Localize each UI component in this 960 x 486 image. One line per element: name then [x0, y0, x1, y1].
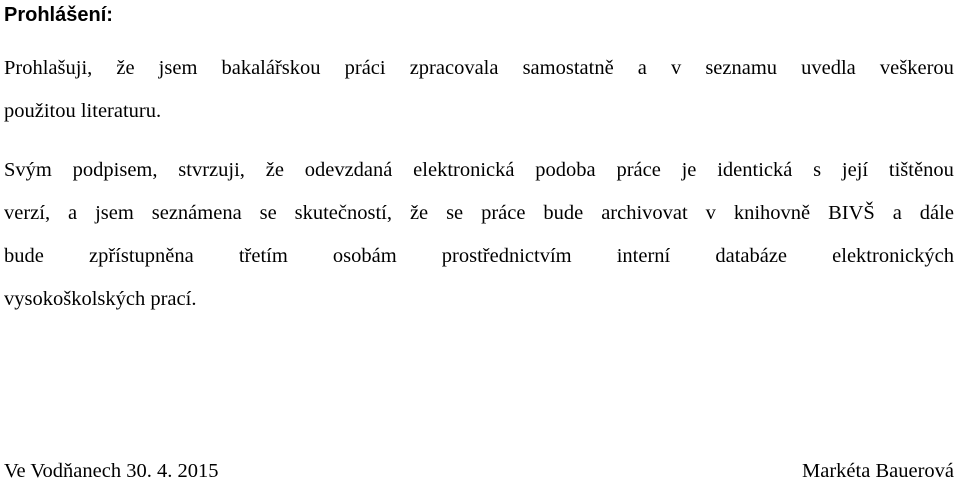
word: elektronická: [413, 159, 515, 181]
word: veškerou: [879, 57, 954, 79]
word: Svým: [4, 159, 52, 181]
signature-name: Markéta Bauerová: [802, 460, 954, 482]
word: odevzdaná: [304, 159, 393, 181]
paragraph-line: vysokoškolských prací.: [4, 288, 197, 310]
word: bude: [4, 245, 44, 267]
word: interní: [616, 245, 671, 267]
word: identická: [717, 159, 793, 181]
word: skutečností,: [294, 202, 392, 224]
word: BIVŠ: [828, 202, 875, 224]
word: zpřístupněna: [88, 245, 194, 267]
word: elektronických: [832, 245, 954, 267]
place-and-date: Ve Vodňanech 30. 4. 2015: [4, 460, 219, 482]
declaration-heading: Prohlášení:: [4, 4, 113, 26]
word: databáze: [715, 245, 788, 267]
word: dále: [919, 202, 954, 224]
word: že: [409, 202, 429, 224]
word: samostatně: [522, 57, 614, 79]
paragraph-line: [4, 47, 954, 90]
paragraph-line: použitou literaturu.: [4, 100, 162, 122]
word: verzí,: [4, 202, 51, 224]
word: seznamu: [705, 57, 778, 79]
word: a: [892, 202, 902, 224]
word: její: [841, 159, 869, 181]
declaration-paragraph-consent: [4, 149, 954, 321]
word: v: [705, 202, 716, 224]
word: jsem: [95, 202, 134, 224]
word: podpisem,: [72, 159, 158, 181]
word: se: [446, 202, 464, 224]
word: jsem: [158, 57, 198, 79]
word: uvedla: [801, 57, 856, 79]
word: s: [813, 159, 822, 181]
word: v: [670, 57, 682, 79]
word: osobám: [332, 245, 397, 267]
word: se: [259, 202, 277, 224]
word: prostřednictvím: [441, 245, 572, 267]
paragraph-line: [4, 192, 954, 235]
word: a: [68, 202, 78, 224]
word: stvrzuji,: [178, 159, 245, 181]
word: podoba: [535, 159, 596, 181]
word: tištěnou: [888, 159, 954, 181]
word: archivovat: [601, 202, 688, 224]
word: bude: [543, 202, 584, 224]
paragraph-line: [4, 235, 954, 278]
word: práce: [481, 202, 526, 224]
paragraph-line: [4, 149, 954, 192]
word: bakalářskou: [221, 57, 321, 79]
word: knihovně: [733, 202, 811, 224]
word: že: [265, 159, 284, 181]
word: třetím: [238, 245, 288, 267]
declaration-paragraph-authorship: [4, 47, 954, 133]
word: že: [116, 57, 135, 79]
word: Prohlašuji,: [4, 57, 93, 79]
word: práce: [616, 159, 661, 181]
word: a: [637, 57, 647, 79]
word: zpracovala: [409, 57, 499, 79]
word: je: [681, 159, 697, 181]
word: seznámena: [151, 202, 242, 224]
word: práci: [344, 57, 386, 79]
